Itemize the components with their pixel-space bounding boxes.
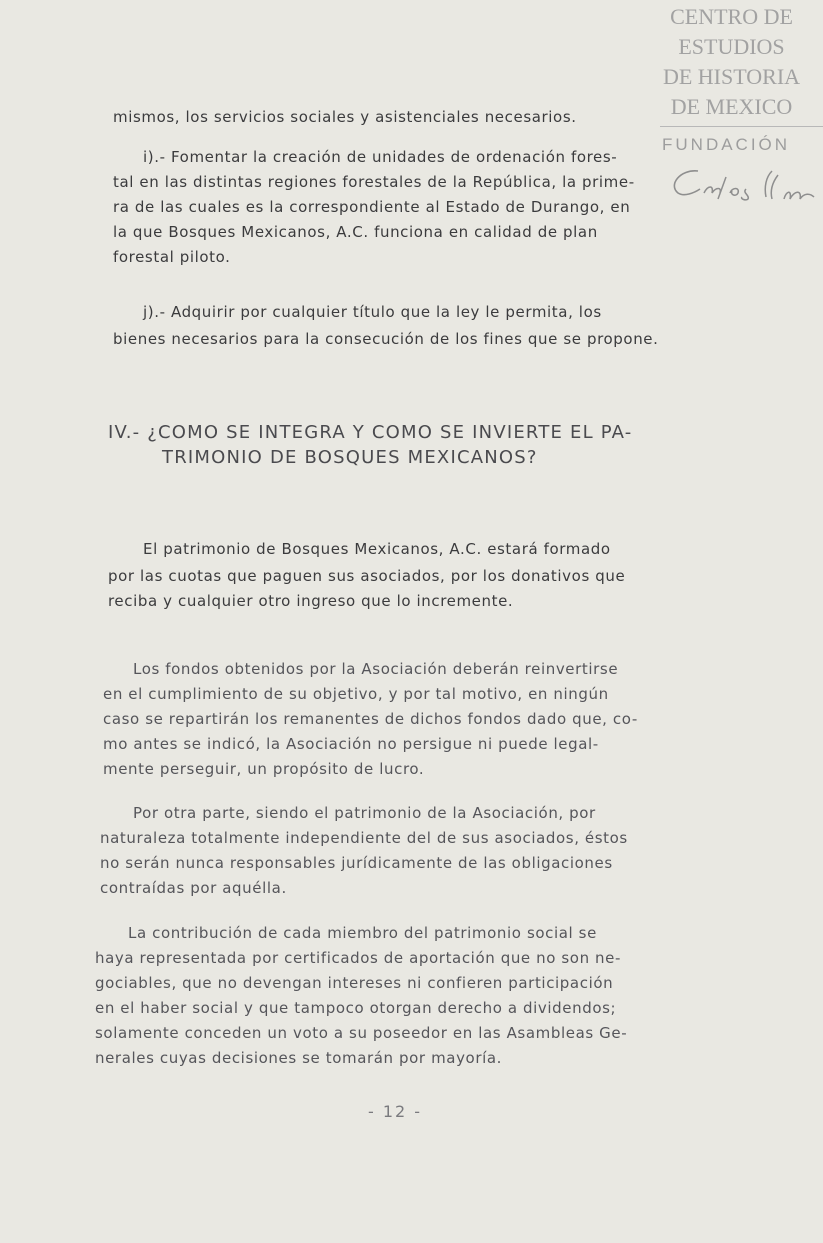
text-line: naturaleza totalmente independiente del de sus asociados, éstos: [100, 829, 628, 847]
stamp-line: DE HISTORIA: [662, 64, 801, 89]
stamp-divider: [660, 126, 823, 127]
text-line: en el haber social y que tampoco otorgan derecho a dividendos;: [95, 999, 617, 1017]
stamp-line: CENTRO DE: [670, 4, 793, 29]
text-line: la que Bosques Mexicanos, A.C. funciona en calidad de plan: [113, 223, 598, 241]
text-line: tal en las distintas regiones forestales de la República, la prime-: [113, 173, 635, 191]
text-line: La contribución de cada miembro del patrimonio social se: [128, 924, 597, 942]
text-line: no serán nunca responsables jurídicamente de las obligaciones: [100, 854, 613, 872]
text-line: mente perseguir, un propósito de lucro.: [103, 760, 425, 778]
text-line: reciba y cualquier otro ingreso que lo incremente.: [108, 592, 514, 610]
text-line: Por otra parte, siendo el patrimonio de la Asociación, por: [133, 804, 596, 822]
stamp-line: ESTUDIOS: [678, 34, 785, 59]
text-line: ra de las cuales es la correspondiente al Estado de Durango, en: [113, 198, 631, 216]
text-line: forestal piloto.: [113, 248, 231, 266]
text-line: mo antes se indicó, la Asociación no persigue ni puede legal-: [103, 735, 599, 753]
text-line: contraídas por aquélla.: [100, 879, 287, 897]
fundacion-label: FUNDACIÓN: [662, 135, 791, 154]
text-line: Los fondos obtenidos por la Asociación deberán reinvertirse: [133, 660, 619, 678]
text-line: en el cumplimiento de su objetivo, y por tal motivo, en ningún: [103, 685, 609, 703]
section-heading: IV.- ¿COMO SE INTEGRA Y COMO SE INVIERTE EL PA-: [108, 422, 633, 443]
text-line: caso se repartirán los remanentes de dichos fondos dado que, co-: [103, 710, 638, 728]
text-line: por las cuotas que paguen sus asociados, por los donativos que: [108, 567, 626, 585]
text-line: solamente conceden un voto a su poseedor en las Asambleas Ge-: [95, 1024, 628, 1042]
signature-image: [660, 163, 820, 207]
text-line: j).- Adquirir por cualquier título que la ley le permita, los: [143, 303, 602, 321]
text-line: haya representada por certificados de aportación que no son ne-: [95, 949, 621, 967]
archive-stamp: [640, 2, 823, 122]
stamp-line: DE MEXICO: [670, 94, 793, 119]
text-line: bienes necesarios para la consecución de los fines que se propone.: [113, 330, 659, 348]
section-heading: TRIMONIO DE BOSQUES MEXICANOS?: [162, 447, 538, 468]
page-number: - 12 -: [368, 1102, 423, 1121]
text-line: i).- Fomentar la creación de unidades de ordenación fores-: [143, 148, 618, 166]
text-line: nerales cuyas decisiones se tomarán por mayoría.: [95, 1049, 503, 1067]
text-line: El patrimonio de Bosques Mexicanos, A.C. estará formado: [143, 540, 611, 558]
text-line: gociables, que no devengan intereses ni confieren participación: [95, 974, 614, 992]
text-line: mismos, los servicios sociales y asistenciales necesarios.: [113, 108, 577, 126]
